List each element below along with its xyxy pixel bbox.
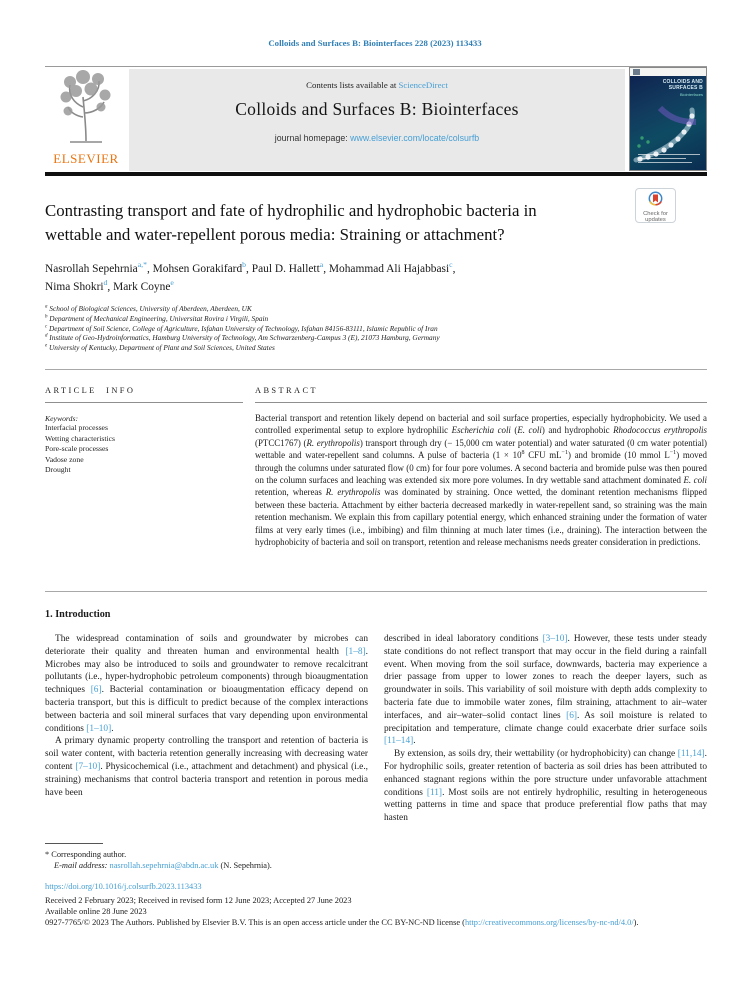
journal-reference-link[interactable]: Colloids and Surfaces B: Biointerfaces 228 (2023) 113433 xyxy=(268,38,482,48)
keyword-item: Interfacial processes xyxy=(45,423,108,432)
cover-title: COLLOIDS AND SURFACES B xyxy=(662,79,703,91)
keyword-item: Vadose zone xyxy=(45,454,84,464)
author-list xyxy=(45,260,645,296)
affiliation-a: $^a$ School of Biological Sciences, University of Aberdeen, Aberdeen, UK xyxy=(45,304,252,313)
link[interactable]: [11] xyxy=(426,787,443,798)
body-column-left xyxy=(45,633,368,799)
intro-paragraph: By extension, as soils dry, their wettability (or hydrophobicity) can change [11,14]. For hydrophilic soils, greater retention of bacteria as soil dries has been attributed to enhanced stagnant regions within the pore structure under unfavorable attachment conditions [11]. Most soils are not entirely hydrophilic, resulting in heterogeneous wetting patterns in time and space that produce preferential flow paths that may hasten xyxy=(384,749,707,824)
abstract-heading: ABSTRACT xyxy=(255,386,318,395)
journal-homepage-line: journal homepage: www.elsevier.com/locate/colsurfb xyxy=(274,133,480,143)
intro-paragraph: described in ideal laboratory conditions [3–10]. However, these tests under steady state conditions do not reflect transport that may occur in the field during a rainfall event. When moving from the soil surface, downwards, bacteria may experience a drier passage from upper to lower zones to reach the deeper layers, such as groundwater in soils. This variability of soil moisture with depth adds complexity to bacteria fate due to immobile water zones, film straining, attachment to air–water interfaces, and air–water–solid contact lines [6]. As soil moisture is related to precipitation and temperature, climate change could exacerbate drier surface soils [11–14]. xyxy=(384,634,707,747)
affiliation-c: $^c$ Department of Soil Science, College of Agriculture, Isfahan University of Technology, Isfahan 84156-83111, Islamic Republic of Iran xyxy=(45,323,438,333)
contents-line: Contents lists available at ScienceDirect xyxy=(306,80,448,90)
link[interactable]: a xyxy=(319,260,324,270)
link[interactable]: [3–10] xyxy=(542,634,568,644)
authors-line-1: Nasrollah Sepehrnia$^{a,*}$, Mohsen Gorakifard$^b$, Paul D. Hallett$^a$, Mohammad Ali Hajabbasi$^c$, xyxy=(45,260,456,275)
header-divider xyxy=(45,172,707,176)
keyword-item: Wetting characteristics xyxy=(45,433,116,443)
cover-fineprint-lines xyxy=(638,151,700,163)
section-divider xyxy=(45,369,707,370)
authors-line-2: Nima Shokri$^d$, Mark Coyne$^e$ xyxy=(45,278,174,293)
elsevier-wordmark: ELSEVIER xyxy=(53,151,119,166)
affiliation-e: $^e$ University of Kentucky, Department of Plant and Soil Sciences, United States xyxy=(45,343,275,353)
keyword-item: Pore-scale processes xyxy=(45,444,109,454)
link[interactable]: [11–14] xyxy=(384,736,414,747)
link[interactable]: b xyxy=(242,260,247,270)
link[interactable]: http://creativecommons.org/licenses/by-nc-nd/4.0/ xyxy=(464,918,634,927)
affiliation-b: $^b$ Department of Mechanical Engineering, Universitat Rovira i Virgili, Spain xyxy=(45,313,269,323)
check-updates-icon xyxy=(647,191,664,206)
check-for-updates-badge[interactable] xyxy=(635,188,676,223)
link[interactable]: e xyxy=(170,278,174,288)
check-updates-label: Check for updates xyxy=(643,211,668,224)
intro-paragraph: The widespread contamination of soils and groundwater by microbes can deteriorate their quality and threaten human and environmental health [1–8]. Microbes may also be introduced to soils and groundwater to remove recalcitrant pollutants (i.e., hyper-hydrophobic petroleum components) through bioaugmentation techniques [6]. Bacterial contamination or bioaugmentation efficacy depend on bacteria transport, but this is difficult to predict because of the complex interactions between bacteria and soil mineral surfaces that vary depending upon environmental conditions [1–10]. xyxy=(45,634,368,734)
article-info-heading: ARTICLE INFO xyxy=(45,386,136,395)
keywords-label: Keywords: xyxy=(45,414,79,423)
email-line: E-mail address: nasrollah.sepehrnia@abdn.ac.uk (N. Sepehrnia). xyxy=(54,861,272,870)
affiliation-d: $^d$ Institute of Geo-Hydroinformatics, Hamburg University of Technology, Am Schwarzenberg-Campus 3 (E), 21073 Hamburg, Germany xyxy=(45,333,440,343)
cover-top-strip xyxy=(630,68,706,76)
elsevier-tree-icon xyxy=(56,69,116,147)
link[interactable]: c xyxy=(449,260,453,270)
introduction-heading: 1. Introduction xyxy=(45,609,111,620)
journal-header xyxy=(45,66,707,173)
copyright-license-line: 0927-7765/© 2023 The Authors. Published by Elsevier B.V. This is an open access article under the CC BY-NC-ND license (http://creativecommons.org/licenses/by-nc-nd/4.0/). xyxy=(45,918,639,927)
link[interactable]: [7–10] xyxy=(75,761,101,772)
abstract-bottom-divider xyxy=(45,591,707,592)
link[interactable]: a,* xyxy=(137,260,147,270)
available-online-date: Available online 28 June 2023 xyxy=(45,907,147,916)
footnote-rule xyxy=(45,843,103,844)
link[interactable]: [6] xyxy=(566,710,578,721)
article-info-rule xyxy=(45,402,243,403)
cover-subtitle: Biointerfaces xyxy=(679,92,703,97)
corresponding-author-note: * Corresponding author. xyxy=(45,850,127,859)
link[interactable]: nasrollah.sepehrnia@abdn.ac.uk xyxy=(109,861,219,870)
keyword-item: Drought xyxy=(45,465,71,475)
link[interactable]: ScienceDirect xyxy=(398,80,448,90)
link[interactable]: www.elsevier.com/locate/colsurfb xyxy=(350,133,480,143)
received-dates: Received 2 February 2023; Received in revised form 12 June 2023; Accepted 27 June 2023 xyxy=(45,896,352,905)
abstract-body: Bacterial transport and retention likely depend on bacterial and soil surface properties, especially hydrophobicity. We used a controlled experimental setup to explore hydrophilic Escherichia coli (E. coli) and hydrophobic Rhodococcus erythropolis (PTCC1767) (R. erythropolis) transport through dry (− 15,000 cm water potential) and water saturated (0 cm water potential) wettable and water-repellent sand columns. A pulse of bacteria ($1 \times 10^8$ CFU $mL^{-1}$) and bromide (10 mmol $L^{-1}$) moved through the columns under saturated flow (0 cm) for four pore volumes. A second bacteria and bromide pulse was then poured on the column surfaces and leaching was extended six more pore volumes. In dry wettable sand attachment dominated E. coli retention, whereas R. erythropolis was dominated by straining. Once wetted, the dominant retention mechanisms flipped between these bacteria. Attachment by either bacteria decreased markedly in water-repellent sand, so straining was the main retention mechanism. We explain this from capillary potential energy, which enhanced straining under the formation of water films at very early times (i.e., imbibing) and film thinning at much later times (i.e., draining). The interaction between the hydrophobicity of bacteria and soil on transport, retention and release mechanisms needs greater consideration in predictions. xyxy=(255,413,707,548)
journal-title: Colloids and Surfaces B: Biointerfaces xyxy=(235,99,519,119)
elsevier-logo xyxy=(45,69,127,171)
article-info-section xyxy=(45,386,243,476)
journal-cover-thumbnail[interactable] xyxy=(629,67,707,171)
link[interactable]: [1–10] xyxy=(86,723,112,734)
link[interactable]: [6] xyxy=(90,685,102,696)
cover-mini-logo xyxy=(633,69,640,75)
link[interactable]: [11,14] xyxy=(677,749,705,760)
abstract-section xyxy=(255,386,707,548)
doi-link[interactable]: https://doi.org/10.1016/j.colsurfb.2023.113433 xyxy=(45,882,202,891)
journal-banner xyxy=(129,69,625,171)
article-title: Contrasting transport and fate of hydrophilic and hydrophobic bacteria in wettable and water-repellent porous media: Straining or attachment? xyxy=(45,201,537,244)
body-column-right xyxy=(384,633,707,825)
link[interactable]: [1–8] xyxy=(345,646,366,657)
affiliations xyxy=(45,304,685,353)
intro-paragraph: A primary dynamic property controlling the transport and retention of bacteria is soil water content, with bacteria retention generally increasing with decreasing water content [7–10]. Physicochemical (i.e., attachment and detachment) and physical (i.e., straining) mechanisms that control bacteria transport and retention in porous media have been xyxy=(45,736,368,798)
link[interactable]: d xyxy=(103,278,108,288)
abstract-rule xyxy=(255,402,707,403)
